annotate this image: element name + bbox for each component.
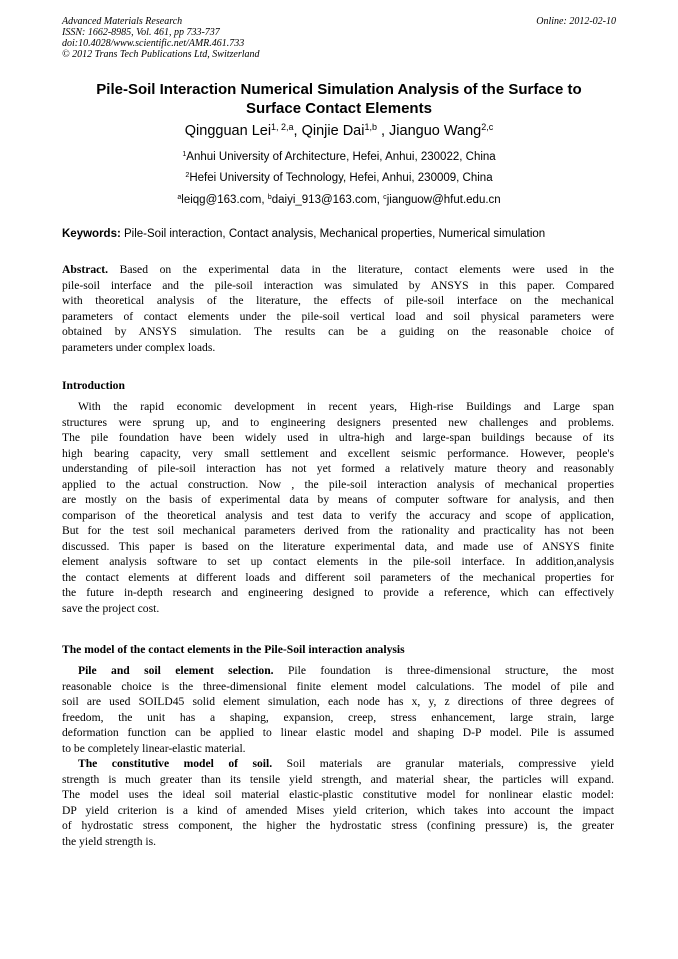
abstract-line xyxy=(62,262,614,278)
model-line: of hydrostatic stress component, the higher the hydrostatic stress (confining pressure) is, the greater xyxy=(62,819,614,832)
introduction-paragraph xyxy=(62,399,614,616)
model-line: reasonable choice is the three-dimensional finite element model calculations. The model of pile and xyxy=(62,679,614,693)
issn-line: ISSN: 1662-8985, Vol. 461, pp 733-737 xyxy=(62,27,220,38)
email-sup: c xyxy=(383,193,387,202)
author-name: Qinjie Dai xyxy=(301,123,365,139)
affiliation-2 xyxy=(62,171,616,185)
intro-line: But for the test soil mechanical parameters derived from the rationality and practicality has not been xyxy=(62,524,614,537)
model-line: freedom, the unit has a shaping, expansion, creep, stress enhancement, large strain, large xyxy=(62,710,614,724)
model-line xyxy=(62,663,614,679)
model-line: to be completely linear-elastic material. xyxy=(62,741,246,755)
email-sup: b xyxy=(267,193,272,202)
abstract-text: Based on the experimental data in the literature, contact elements were used in the xyxy=(108,263,614,276)
model-line xyxy=(62,756,614,772)
model-line: soil are used SOILD45 solid element simulation, each node has x, y, z directions of three degrees of xyxy=(62,695,614,708)
model-line: deformation function can be applied to linear elastic model and shaping D-P model. Pile is assumed xyxy=(62,726,614,739)
model-line: The model uses the ideal soil material elastic-plastic constitutive model for nonlinear elastic model: xyxy=(62,788,614,801)
author-emails xyxy=(62,193,616,207)
intro-line: the contact elements at different loads and different soil parameters of the mechanical properties for xyxy=(62,570,614,584)
model-line: strength is much greater than its tensile yield strength, and material shear, the particles will expand. xyxy=(62,772,614,786)
abstract xyxy=(62,262,614,355)
title-line-1: Pile-Soil Interaction Numerical Simulation Analysis of the Surface to xyxy=(96,81,582,98)
affil-sup: 2 xyxy=(185,171,190,180)
intro-line: The pile foundation have been widely used in ultra-high and large-span buildings because of its xyxy=(62,431,614,444)
affil-text: Anhui University of Architecture, Hefei, Anhui, 230022, China xyxy=(186,151,496,163)
model-paragraph-1 xyxy=(62,663,614,756)
affil-sup: 1 xyxy=(182,150,187,159)
abstract-line: parameters of contact elements under the pile-soil vertical load and soil physical parameters were xyxy=(62,309,614,323)
model-line: the yield strength is. xyxy=(62,834,157,848)
paper-title xyxy=(62,80,616,118)
intro-line: structures were sprung up, and to engineering designers presented new challenges and problems. xyxy=(62,415,614,429)
author-list xyxy=(62,122,616,140)
author-name: Qingguan Lei xyxy=(184,123,272,139)
author-name: Jianguo Wang xyxy=(389,123,482,139)
section-heading-introduction: Introduction xyxy=(62,379,125,392)
author-affil-sup: 2,c xyxy=(481,122,494,133)
title-line-2: Surface Contact Elements xyxy=(246,100,432,117)
abstract-line: with theoretical analysis of the literature, the effects of pile-soil interface on the mechanical xyxy=(62,294,614,307)
intro-line: understanding of pile-soil interaction has not yet formed a relatively mature theory and reasonably xyxy=(62,462,614,475)
author-separator: , xyxy=(376,123,390,139)
copyright-line: © 2012 Trans Tech Publications Ltd, Switzerland xyxy=(62,49,260,60)
paragraph-run-in-heading: The constitutive model of soil. xyxy=(78,757,273,770)
intro-line: the future in-depth research and engineering designed to provide a reference, which can effectively xyxy=(62,586,614,599)
model-paragraph-2 xyxy=(62,756,614,849)
keywords-text: Pile-Soil interaction, Contact analysis, Mechanical properties, Numerical simulation xyxy=(120,228,546,240)
intro-line: With the rapid economic development in recent years, High-rise Buildings and Large span xyxy=(78,400,614,413)
intro-line: element analysis software to set up contact elements in the pile-soil interface. In addition,analysis xyxy=(62,555,614,568)
intro-line: high bearing capacity, very small settlement and excellent seismic performance. However, people's xyxy=(62,446,614,460)
author-affil-sup: 1,b xyxy=(364,122,377,133)
model-text: Soil materials are granular materials, compressive yield xyxy=(272,757,614,770)
intro-line: comparison of the theoretical analysis and test data to verify the accuracy and scope of application, xyxy=(62,508,614,522)
model-line: DP yield criterion is a kind of amended Mises yield criterion, which takes into account the impact xyxy=(62,803,614,817)
abstract-label: Abstract. xyxy=(62,263,109,276)
email-link[interactable]: jianguow@hfut.edu.cn xyxy=(386,194,501,206)
section-heading-model: The model of the contact elements in the Pile-Soil interaction analysis xyxy=(62,643,405,656)
journal-name: Advanced Materials Research xyxy=(62,16,183,27)
author-affil-sup: 1, 2,a xyxy=(271,122,294,133)
intro-line: discussed. This paper is based on the literature experimental data, and made use of ANSYS finite xyxy=(62,539,614,553)
model-text: Pile foundation is three-dimensional structure, the most xyxy=(273,664,614,677)
abstract-line: obtained by ANSYS simulation. The results can be a guiding on the reasonable choice of xyxy=(62,325,614,338)
paragraph-run-in-heading: Pile and soil element selection. xyxy=(78,664,274,677)
intro-line: applied to the actual construction. Now , the pile-soil interaction analysis of mechanical properties xyxy=(62,477,614,491)
doi-link[interactable]: doi:10.4028/www.scientific.net/AMR.461.733 xyxy=(62,38,245,49)
abstract-line: pile-soil interface and the pile-soil interaction was simulated by ANSYS in this paper. Compared xyxy=(62,278,614,292)
intro-line: are mostly on the basis of experimental data by means of computer software for analysis, and then xyxy=(62,493,614,506)
keywords-label: Keywords: xyxy=(62,228,121,240)
online-date: Online: 2012-02-10 xyxy=(536,16,616,27)
author-separator: , xyxy=(293,123,302,139)
keywords xyxy=(62,227,616,241)
abstract-line: parameters under complex loads. xyxy=(62,340,216,354)
journal-header xyxy=(62,16,260,60)
affiliation-1 xyxy=(62,150,616,164)
affil-text: Hefei University of Technology, Hefei, Anhui, 230009, China xyxy=(189,172,493,184)
email-sup: a xyxy=(177,193,182,202)
intro-line: save the project cost. xyxy=(62,601,160,615)
email-link[interactable]: leiqg@163.com, xyxy=(181,194,268,206)
email-link[interactable]: daiyi_913@163.com, xyxy=(271,194,384,206)
